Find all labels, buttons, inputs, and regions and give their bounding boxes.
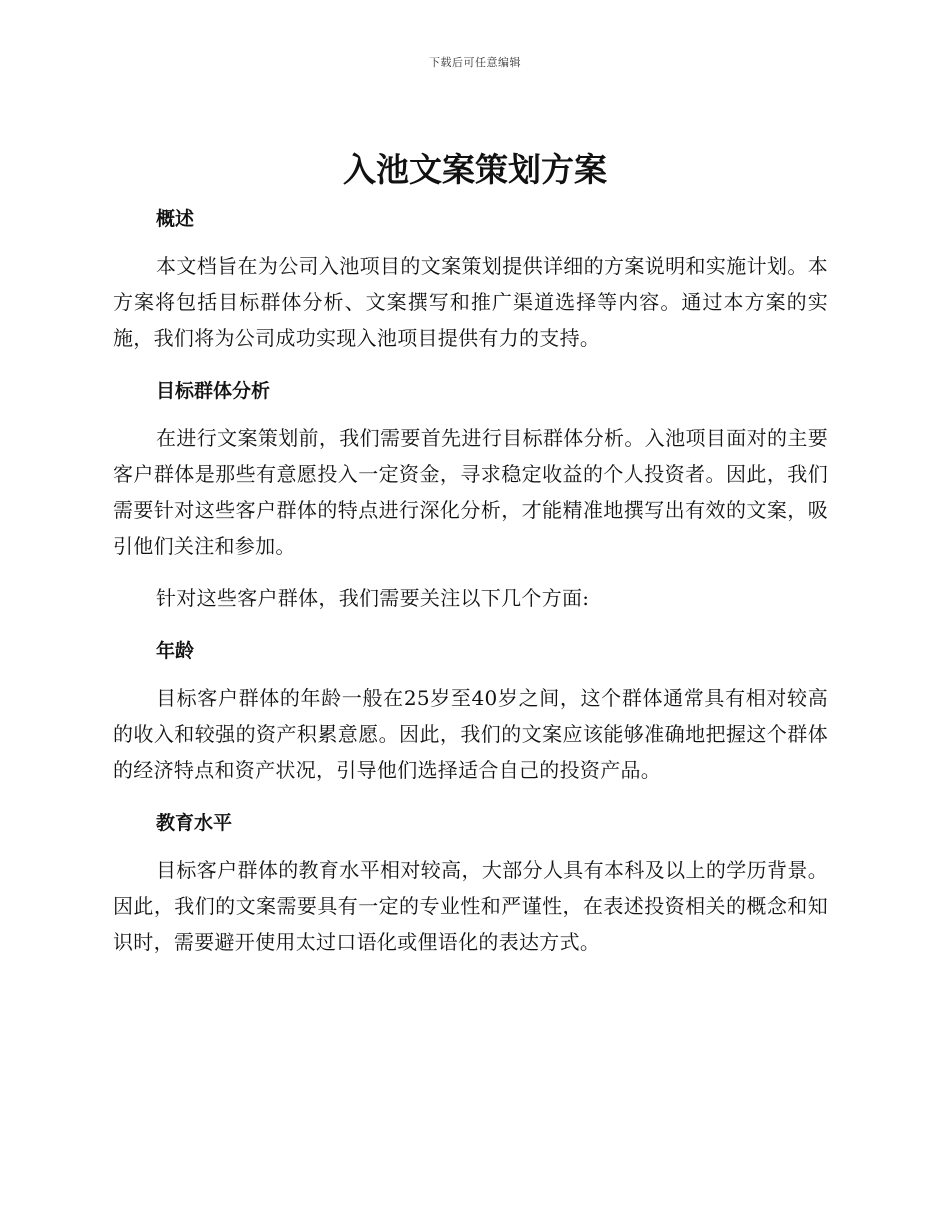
- document-body: [113, 200, 828, 960]
- paragraph-target-analysis-1: 在进行文案策划前，我们需要首先进行目标群体分析。入池项目面对的主要客户群体是那些有意愿投入一定资金，寻求稳定收益的个人投资者。因此，我们需要针对这些客户群体的特点进行深化分析，才能精准地撰写出有效的文案，吸引他们关注和参加。: [113, 426, 828, 558]
- paragraph-target-analysis-2: 针对这些客户群体，我们需要关注以下几个方面:: [156, 586, 590, 610]
- paragraph-education: 目标客户群体的教育水平相对较高，大部分人具有本科及以上的学历背景。因此，我们的文案需要具有一定的专业性和严谨性，在表述投资相关的概念和知识时，需要避开使用太过口语化或俚语化的表达方式。: [113, 858, 828, 954]
- section-heading-age: 年龄: [156, 640, 195, 662]
- section-heading-target-analysis: 目标群体分析: [156, 380, 271, 402]
- document-title: 入池文案策划方案: [343, 150, 607, 189]
- paragraph-overview: 本文档旨在为公司入池项目的文案策划提供详细的方案说明和实施计划。本方案将包括目标群体分析、文案撰写和推广渠道选择等内容。通过本方案的实施，我们将为公司成功实现入池项目提供有力的支持。: [113, 254, 828, 350]
- section-heading-overview: 概述: [156, 208, 195, 230]
- section-heading-education: 教育水平: [156, 812, 233, 834]
- paragraph-age: 目标客户群体的年龄一般在25岁至40岁之间，这个群体通常具有相对较高的收入和较强的资产积累意愿。因此，我们的文案应该能够准确地把握这个群体的经济特点和资产状况，引导他们选择适合自己的投资产品。: [113, 686, 828, 782]
- header-note: 下载后可任意编辑: [429, 56, 521, 69]
